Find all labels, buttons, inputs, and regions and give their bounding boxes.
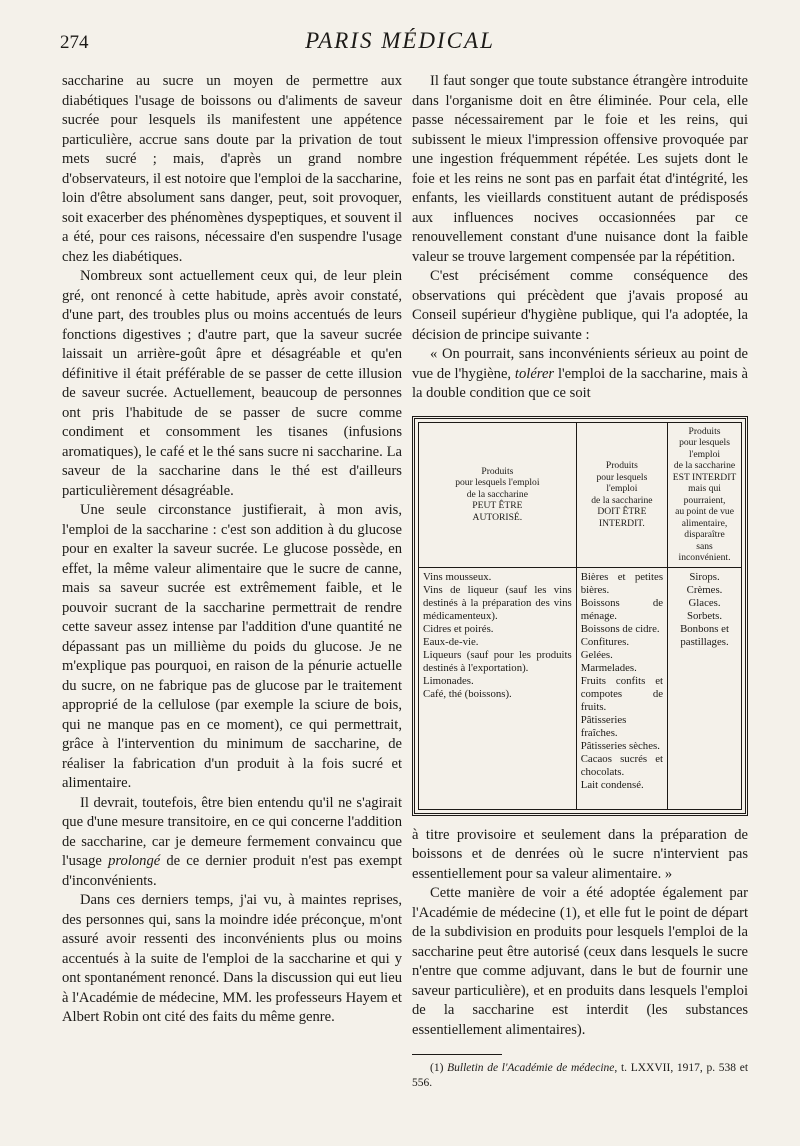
header-line: pour lesquels l'emploi bbox=[596, 471, 648, 494]
header-line: au point de vue bbox=[675, 506, 734, 517]
header-line: Produits bbox=[688, 425, 721, 437]
header-authorized bbox=[419, 422, 577, 567]
header-line: DOIT ÊTRE bbox=[597, 506, 647, 517]
header-line: alimentaire, disparaître bbox=[681, 517, 728, 540]
table-item: Lait condensé. bbox=[580, 778, 644, 791]
page-number: 274 bbox=[60, 32, 89, 53]
journal-title: PARIS MÉDICAL bbox=[305, 28, 495, 53]
paragraph: Cette manière de voir a été adoptée également par l'Académie de médecine (1), et elle fut le point de départ de la subdivision en produits pour lesquels l'emploi de la saccharine peut être autorisé (ceux dans lesquels le sucre n'entre que comme adjuvant, dans le but de fournir une saveur particulière), et en produits dans lesquels l'emploi de la saccharine est interdit (les substances essentiellement alimentaires). bbox=[412, 885, 748, 1038]
table-item: Pâtisseries fraîches. bbox=[580, 713, 627, 739]
table-item: Vins mousseux. bbox=[423, 570, 492, 583]
column-forbidden-disappear bbox=[668, 567, 742, 809]
paragraph: Il faut songer que toute substance étrangère introduite dans l'organisme doit en être éliminée. Pour cela, elle passe nécessairement par le foie et les reins, qui subissent le mieux l'impression offensive provoquée par une ingestion fréquemment répétée. Les sujets dont le foie et les reins ne sont pas en parfait état d'intégrité, les enfants, les vieillards constituent autant de prédisposés aux influences nocives occasionnées par ce renouvellement constant d'une nuisance dont la faible valeur se trouve largement compensée par la répétition. bbox=[412, 73, 748, 265]
header-line: pour lesquels l'emploi bbox=[679, 437, 730, 460]
footnote-divider bbox=[412, 1054, 502, 1055]
table-item: Liqueurs (sauf pour les produits destinés à l'exportation). bbox=[423, 648, 572, 674]
header-forbidden-disappear bbox=[668, 422, 742, 567]
left-column bbox=[62, 72, 402, 1028]
table-item: Vins de liqueur (sauf les vins destinés à la préparation des vins médicamenteux). bbox=[423, 583, 572, 622]
text-run: de ce dernier produit n'est pas exempt d'inconvénients. bbox=[62, 853, 402, 889]
paragraph: Dans ces derniers temps, j'ai vu, à maintes reprises, des personnes qui, sans la moindre idée préconçue, m'ont assuré avoir ressenti des inconvénients plus ou moins accentués à la suite de l'emploi de la saccharine et qui y ont spontanément renoncé. Dans la discussion qui eut lieu à l'Académie de médecine, MM. les professeurs Hayem et Albert Robin ont cité des faits du même genre. bbox=[62, 892, 402, 1025]
saccharine-products-table bbox=[412, 416, 748, 816]
table-item: Boissons de cidre. bbox=[580, 622, 660, 635]
text-run: Il devrait, toutefois, être bien entendu qu'il ne s'agirait que d'une mesure transitoire, en ce qui concerne l'addition de saccharine, car je demeure fermement convaincu que l'usage bbox=[62, 794, 402, 869]
table-item: Bonbons et pastillages. bbox=[680, 622, 729, 648]
table-item: Crèmes. bbox=[686, 583, 723, 596]
column-authorized bbox=[419, 567, 577, 809]
table-item: Marmelades. bbox=[580, 661, 637, 674]
footnote-text: , t. LXXVII, 1917, p. 538 et 556. bbox=[412, 1062, 749, 1089]
paragraph bbox=[412, 345, 748, 404]
header-line: INTERDIT. bbox=[598, 517, 645, 529]
table-item: Boissons de ménage. bbox=[580, 596, 664, 622]
footnote bbox=[412, 1061, 748, 1091]
footnote-title: Bulletin de l'Académie de médecine bbox=[447, 1062, 615, 1074]
table-item: Cacaos sucrés et chocolats. bbox=[580, 752, 664, 778]
products-table bbox=[418, 422, 742, 810]
table-item: Sirops. bbox=[689, 570, 720, 583]
header-line: de la saccharine bbox=[466, 488, 528, 500]
footnote-number: (1) bbox=[430, 1062, 448, 1074]
table-item: Gelées. bbox=[580, 648, 613, 661]
page-header bbox=[60, 28, 740, 64]
header-line: EST INTERDIT bbox=[672, 471, 737, 483]
paragraph bbox=[62, 794, 402, 892]
table-item: Cidres et poirés. bbox=[423, 622, 494, 635]
emphasis: tolérer bbox=[514, 365, 555, 382]
header-forbidden bbox=[576, 422, 667, 567]
table-item: Sorbets. bbox=[686, 609, 723, 622]
paragraph: C'est précisément comme conséquence des observations qui précèdent que j'avais proposé au Conseil supérieur d'hygiène publique, qui l'a adoptée, la décision de principe suivante : bbox=[412, 268, 748, 343]
header-line: sans inconvénient. bbox=[678, 540, 731, 563]
header-line: Produits bbox=[605, 460, 638, 471]
paragraph: Nombreux sont actuellement ceux qui, de leur plein gré, ont renoncé à cette habitude, après avoir constaté, d'une part, des troubles plus ou moins accentués de leurs fonctions digestives ; d'autre part, que la saveur sucrée laissait un arrière-goût âpre et désagréable et qu'en définitive il était préférable de se passer de cette illusion de saveur sucrée. Actuellement, beaucoup de personnes ont pris l'habitude de se passer de sucre comme condiment et consomment les tisanes (infusions aromatiques), le café et le thé sans sucre ni saccharine. La saveur de la saccharine dans le thé est d'ailleurs particulièrement désagréable. bbox=[62, 268, 402, 499]
right-column bbox=[412, 72, 748, 1091]
table-item: Bières et petites bières. bbox=[580, 570, 664, 596]
header-line: de la saccharine bbox=[591, 494, 653, 506]
header-line: mais qui pourraient, bbox=[683, 483, 726, 506]
text-run: « On pourrait, sans inconvénients sérieux au point de vue de l'hygiène, bbox=[412, 346, 748, 382]
header-line: PEUT ÊTRE bbox=[472, 500, 523, 512]
table-item: Fruits confits et compotes de fruits. bbox=[580, 674, 664, 713]
table-item: Confitures. bbox=[580, 635, 630, 648]
emphasis: prolongé bbox=[108, 853, 161, 869]
table-item: Eaux-de-vie. bbox=[423, 635, 479, 648]
table-item: Glaces. bbox=[688, 596, 721, 609]
table-item: Café, thé (boissons). bbox=[423, 687, 512, 700]
header-line: Produits bbox=[481, 465, 514, 477]
paragraph: saccharine au sucre un moyen de permettre aux diabétiques l'usage de boissons ou d'aliments de saveur sucrée pour lesquels ils manifestent une appétence particulière, accrue sans doute par la privation de tout mets sucré ; mais, d'après un grand nombre d'observateurs, il est notoire que l'emploi de la saccharine, loin d'être absolument sans danger, peut, soit provoquer, soit exacerber des phénomènes dyspeptiques, et souvent il a été, pour ces raisons, nécessaire d'en suspendre l'usage chez les diabétiques. bbox=[62, 73, 402, 265]
header-line: de la saccharine bbox=[673, 460, 736, 471]
column-forbidden bbox=[576, 567, 667, 809]
header-line: AUTORISÉ. bbox=[472, 511, 523, 523]
text-run: l'emploi de la saccharine, mais à la double condition que ce soit bbox=[412, 365, 748, 401]
table-item: Pâtisseries sèches. bbox=[580, 739, 660, 752]
paragraph: Une seule circonstance justifierait, à mon avis, l'emploi de la saccharine : c'est son addition à du glucose pour en exalter la saveur sucrée. Le glucose possède, en effet, la même valeur alimentaire que le sucre de canne, mais sa saveur sucrée est extrêmement faible, et le pouvoir sucrant de la saccharine permettrait de rendre cette saveur assez intense par l'addition d'une quantité ne dépassant pas un millième du poids du glucose. Je ne m'explique pas pourquoi, en raison de la pénurie actuelle du sucre, on ne fabrique pas de glucose par le traitement approprié de la cellulose (par exemple la sciure de bois, qui ne manque pas en ce moment), ce qui permettrait, grâce à l'intervention du minimum de saccharine, de réaliser la fabrication d'un produit à la fois sucré et alimentaire. bbox=[62, 502, 402, 791]
paragraph: à titre provisoire et seulement dans la préparation de boissons et de denrées où le sucre n'intervient pas essentiellement pour sa valeur alimentaire. » bbox=[412, 826, 748, 882]
header-line: pour lesquels l'emploi bbox=[455, 477, 540, 489]
table-item: Limonades. bbox=[423, 674, 474, 687]
